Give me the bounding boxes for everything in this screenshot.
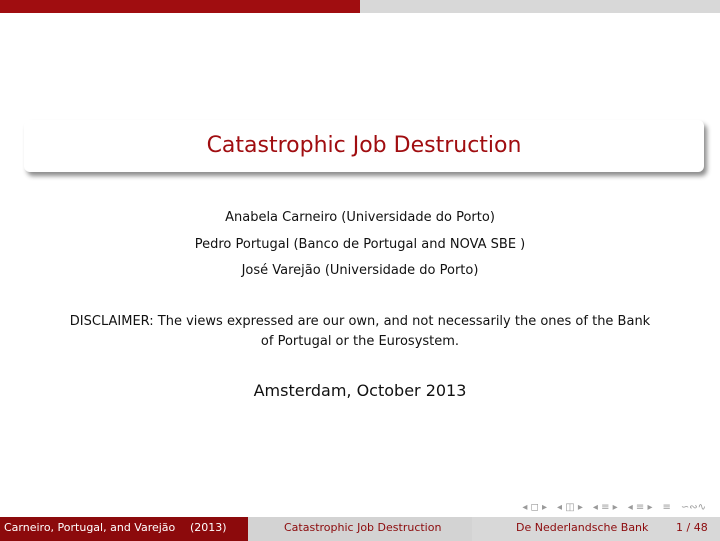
disclaimer-line-2: of Portugal or the Eurosystem. [260, 334, 460, 349]
footer-authors-box [0, 517, 248, 541]
header-bar-right [360, 0, 720, 13]
disclaimer [30, 312, 690, 352]
slide-title: Catastrophic Job Destruction [206, 133, 522, 158]
footer-page: 1 / 48 [676, 521, 708, 534]
nav-doc-icon[interactable]: ◂ ≡ ▸ [627, 501, 653, 513]
footer-venue-box [472, 517, 720, 541]
header-bar-left [0, 0, 360, 13]
nav-search-icon[interactable]: ∽∾∿ [680, 501, 706, 513]
disclaimer-line-1: DISCLAIMER: The views expressed are our own, and not necessarily the ones of the Bank [69, 314, 651, 329]
footer [0, 517, 720, 541]
nav-frame-prev-icon[interactable]: ◂ ◻ ▸ [522, 501, 548, 513]
footer-title-box [248, 517, 472, 541]
beamer-navigation [522, 500, 706, 514]
nav-subsection-icon[interactable]: ◂ ◫ ▸ [557, 501, 583, 513]
footer-venue: De Nederlandsche Bank [516, 521, 649, 534]
title-box [24, 120, 704, 172]
footer-authors: Carneiro, Portugal, and Varejão [4, 521, 176, 534]
nav-align-icon[interactable]: ≡ [662, 501, 671, 513]
nav-section-icon[interactable]: ◂ ≡ ▸ [592, 501, 618, 513]
author-3: José Varejão (Universidade do Porto) [241, 263, 479, 278]
place-date: Amsterdam, October 2013 [253, 381, 467, 400]
footer-title: Catastrophic Job Destruction [284, 521, 442, 534]
author-1: Anabela Carneiro (Universidade do Porto) [225, 210, 495, 225]
author-2: Pedro Portugal (Banco de Portugal and NOVA SBE ) [194, 237, 526, 252]
footer-year: (2013) [190, 521, 227, 534]
